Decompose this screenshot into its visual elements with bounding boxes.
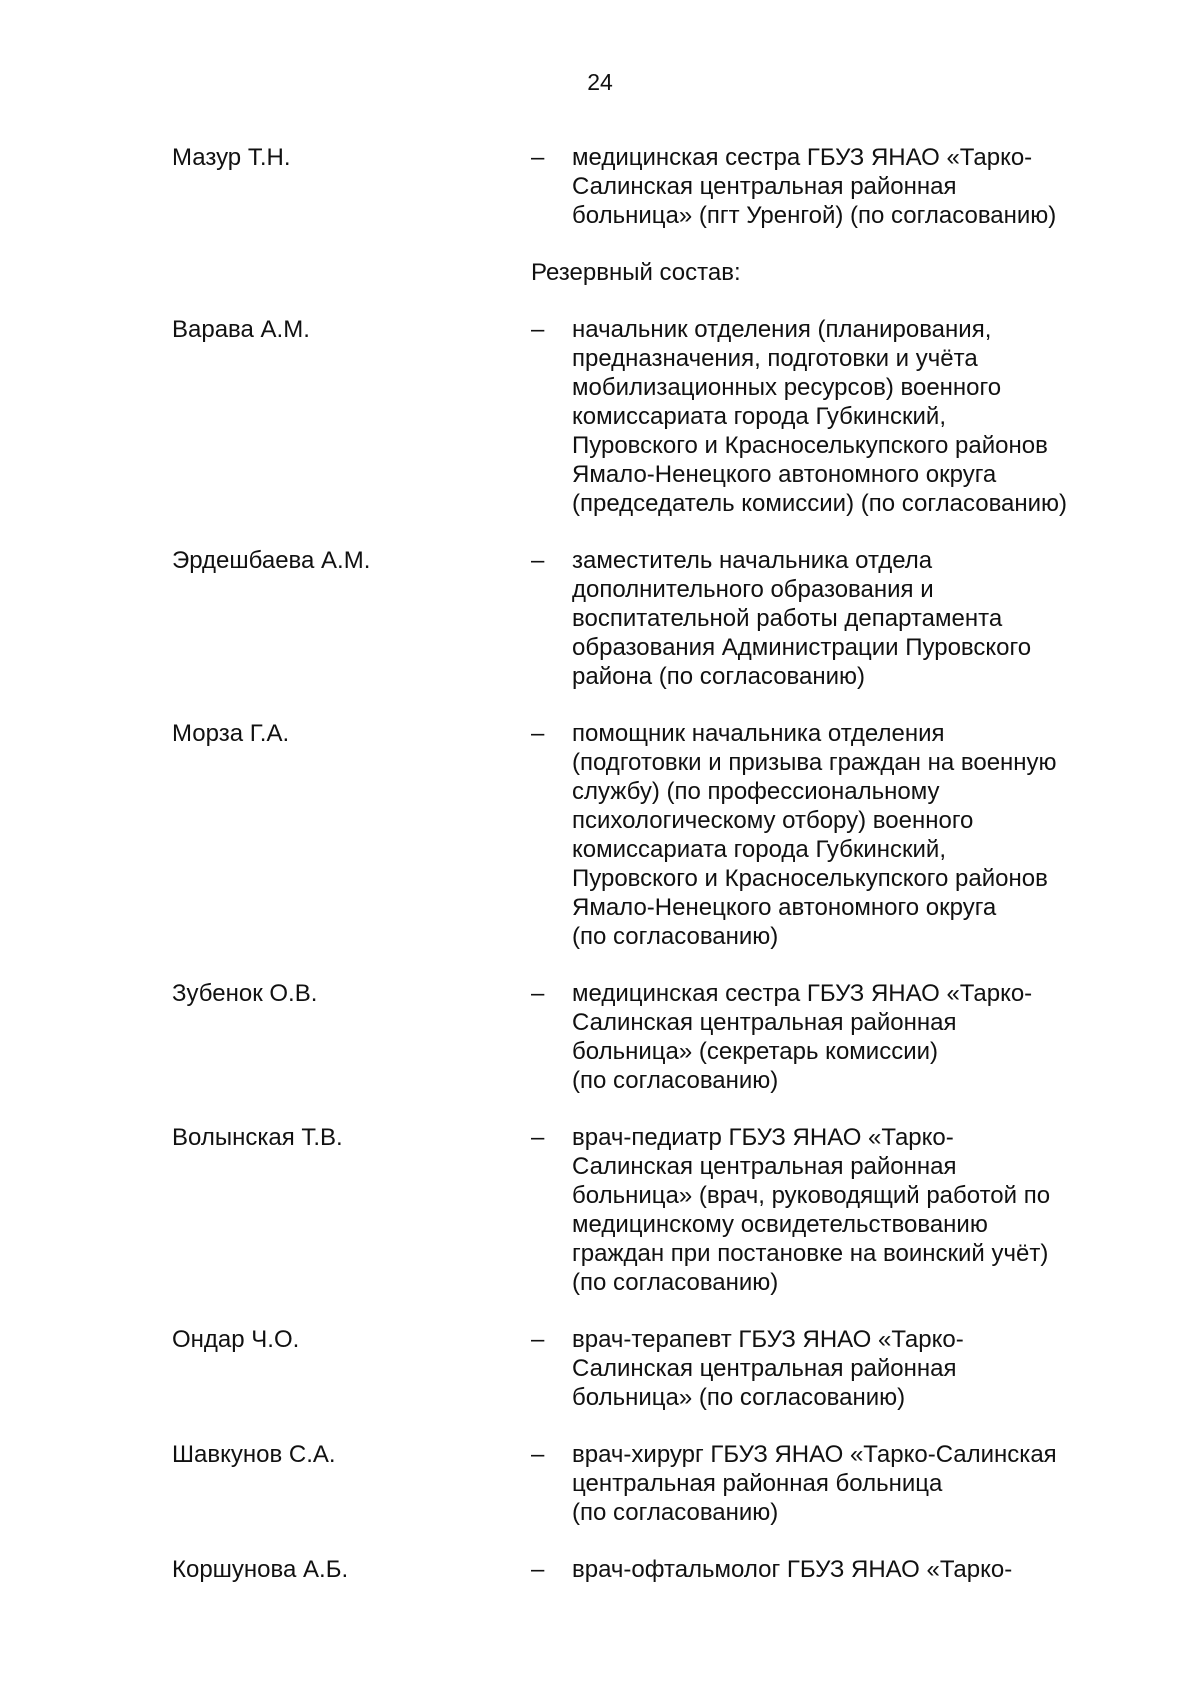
position-line: начальник отделения (планирования, <box>572 316 992 343</box>
member-position <box>572 546 1132 691</box>
position-line: больница» (пгт Уренгой) (по согласованию) <box>572 202 1057 229</box>
position-line: медицинская сестра ГБУЗ ЯНАО «Тарко- <box>572 980 1033 1007</box>
position-line: предназначения, подготовки и учёта <box>572 345 978 372</box>
member-position <box>572 719 1132 951</box>
dash-separator: – <box>531 547 545 574</box>
member-name: Варава А.М. <box>172 316 310 343</box>
dash-separator: – <box>531 1124 545 1151</box>
member-position <box>572 315 1132 518</box>
position-line: (по согласованию) <box>572 1269 779 1296</box>
member-entry <box>0 1325 1200 1412</box>
member-name: Морза Г.А. <box>172 720 290 747</box>
position-line: Салинская центральная районная <box>572 173 957 200</box>
position-line: медицинская сестра ГБУЗ ЯНАО «Тарко- <box>572 144 1033 171</box>
dash-separator: – <box>531 980 545 1007</box>
member-name: Зубенок О.В. <box>172 980 318 1007</box>
member-position <box>572 1123 1132 1297</box>
dash-separator: – <box>531 1326 545 1353</box>
dash-separator: – <box>531 1441 545 1468</box>
member-name: Ондар Ч.О. <box>172 1326 300 1353</box>
position-line: больница» (врач, руководящий работой по <box>572 1182 1051 1209</box>
member-entry <box>0 1555 1200 1585</box>
position-line: (председатель комиссии) (по согласованию) <box>572 490 1068 517</box>
position-line: центральная районная больница <box>572 1470 943 1497</box>
position-line: (по согласованию) <box>572 1499 779 1526</box>
member-name: Мазур Т.Н. <box>172 144 291 171</box>
position-line: больница» (по согласованию) <box>572 1384 906 1411</box>
position-line: (подготовки и призыва граждан на военную <box>572 749 1057 776</box>
position-line: заместитель начальника отдела <box>572 547 933 574</box>
member-name: Коршунова А.Б. <box>172 1556 349 1583</box>
position-line: врач-терапевт ГБУЗ ЯНАО «Тарко- <box>572 1326 964 1353</box>
member-entry <box>0 315 1200 518</box>
member-entry <box>0 719 1200 951</box>
member-position <box>572 143 1132 230</box>
reserve-section-label: Резервный состав: <box>531 259 741 286</box>
position-line: воспитательной работы департамента <box>572 605 1003 632</box>
member-entry <box>0 546 1200 691</box>
position-line: медицинскому освидетельствованию <box>572 1211 988 1238</box>
dash-separator: – <box>531 720 545 747</box>
member-position <box>572 1325 1132 1412</box>
page-number: 24 <box>587 69 613 95</box>
position-line: комиссариата города Губкинский, <box>572 836 946 863</box>
position-line: комиссариата города Губкинский, <box>572 403 946 430</box>
position-line: дополнительного образования и <box>572 576 934 603</box>
position-line: больница» (секретарь комиссии) <box>572 1038 938 1065</box>
position-line: Пуровского и Красноселькупского районов <box>572 865 1048 892</box>
dash-separator: – <box>531 316 545 343</box>
member-entry <box>0 1123 1200 1297</box>
member-entry <box>0 1440 1200 1527</box>
position-line: Ямало-Ненецкого автономного округа <box>572 894 997 921</box>
position-line: помощник начальника отделения <box>572 720 945 747</box>
dash-separator: – <box>531 144 545 171</box>
dash-separator: – <box>531 1556 545 1583</box>
position-line: врач-педиатр ГБУЗ ЯНАО «Тарко- <box>572 1124 954 1151</box>
member-name: Волынская Т.В. <box>172 1124 343 1151</box>
position-line: Салинская центральная районная <box>572 1153 957 1180</box>
position-line: Ямало-Ненецкого автономного округа <box>572 461 997 488</box>
member-position <box>572 1440 1132 1527</box>
position-line: (по согласованию) <box>572 923 779 950</box>
member-entry <box>0 143 1200 230</box>
position-line: врач-хирург ГБУЗ ЯНАО «Тарко-Салинская <box>572 1441 1057 1468</box>
member-name: Эрдешбаева А.М. <box>172 547 371 574</box>
member-name: Шавкунов С.А. <box>172 1441 336 1468</box>
position-line: службу) (по профессиональному <box>572 778 940 805</box>
position-line: района (по согласованию) <box>572 663 866 690</box>
position-line: врач-офтальмолог ГБУЗ ЯНАО «Тарко- <box>572 1556 1013 1583</box>
position-line: Пуровского и Красноселькупского районов <box>572 432 1048 459</box>
position-line: психологическому отбору) военного <box>572 807 974 834</box>
position-line: образования Администрации Пуровского <box>572 634 1032 661</box>
position-line: мобилизационных ресурсов) военного <box>572 374 1002 401</box>
position-line: Салинская центральная районная <box>572 1009 957 1036</box>
member-position <box>572 1555 1132 1584</box>
member-entry <box>0 979 1200 1095</box>
commission-list <box>0 143 1200 1585</box>
member-position <box>572 979 1132 1095</box>
position-line: Салинская центральная районная <box>572 1355 957 1382</box>
position-line: (по согласованию) <box>572 1067 779 1094</box>
position-line: граждан при постановке на воинский учёт) <box>572 1240 1049 1267</box>
